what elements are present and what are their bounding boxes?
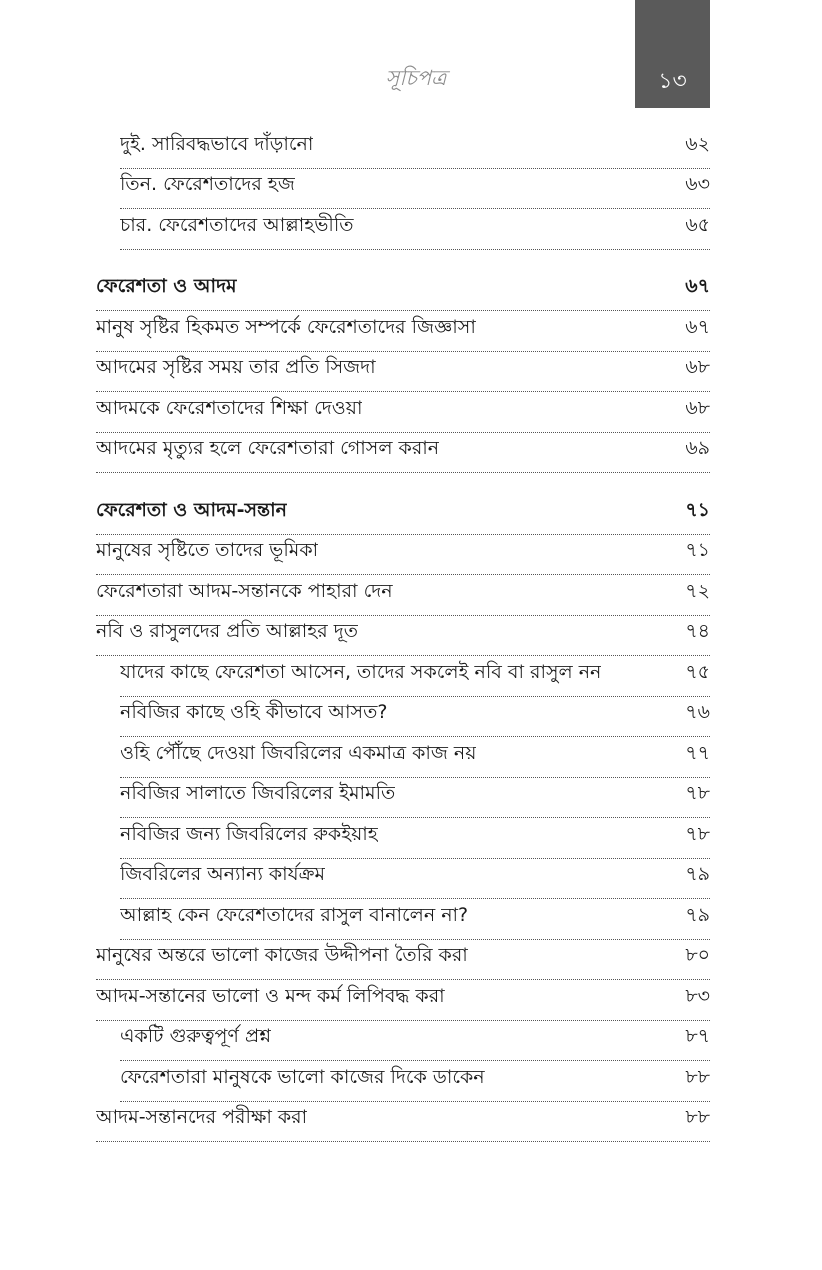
toc-entry-title: আল্লাহ কেন ফেরেশতাদের রাসুল বানালেন না?: [120, 903, 469, 926]
toc-entry: [96, 352, 710, 393]
toc-section-heading: [96, 271, 710, 312]
toc-entry-page: ৬৭: [685, 315, 710, 338]
toc-entry: [120, 737, 710, 778]
toc-entry-page: ৬৫: [685, 213, 710, 236]
toc-entry-page: ৬৮: [685, 356, 710, 378]
toc-entry-page: ৮৭: [685, 1025, 710, 1047]
toc-entry-page: ৭৪: [685, 620, 710, 642]
toc-entry: [120, 899, 710, 940]
table-of-contents: [96, 128, 710, 1142]
toc-entry-title: নবিজির কাছে ওহি কীভাবে আসত?: [120, 701, 388, 723]
toc-entry-page: ৬৩: [685, 173, 710, 195]
toc-entry-title: ফেরেশতারা আদম-সন্তানকে পাহারা দেন: [96, 579, 393, 602]
toc-entry: [120, 818, 710, 859]
toc-section-heading: [96, 494, 710, 535]
toc-entry: [96, 535, 710, 576]
toc-entry: [120, 1061, 710, 1102]
toc-entry-title: জিবরিলের অন্যান্য কার্যক্রম: [120, 863, 326, 885]
page-header-title: সূচিপত্র: [385, 66, 447, 90]
toc-entry: [120, 1021, 710, 1062]
toc-entry-page: ৬২: [685, 132, 710, 155]
toc-entry-title: আদমের মৃত্যুর হলে ফেরেশতারা গোসল করান: [96, 437, 440, 459]
toc-entry-page: ৭১: [685, 539, 710, 561]
toc-entry-title: ফেরেশতা ও আদম: [96, 275, 237, 297]
toc-entry-page: ৬৮: [685, 396, 710, 419]
toc-entry-page: ৭৬: [685, 701, 710, 723]
toc-entry-title: মানুষ সৃষ্টির হিকমত সম্পর্কে ফেরেশতাদের জিজ্ঞাসা: [96, 315, 476, 338]
toc-entry-title: দুই. সারিবদ্ধভাবে দাঁড়ানো: [120, 132, 314, 155]
toc-entry-page: ৭১: [685, 498, 710, 521]
toc-entry: [120, 697, 710, 738]
toc-entry-title: আদম-সন্তানদের পরীক্ষা করা: [96, 1106, 308, 1128]
toc-entry-page: ৬৭: [685, 275, 710, 297]
toc-entry-title: একটি গুরুত্বপূর্ণ প্রশ্ন: [120, 1025, 272, 1047]
toc-entry-title: তিন. ফেরেশতাদের হজ: [120, 173, 295, 195]
toc-entry: [96, 980, 710, 1021]
toc-entry: [120, 128, 710, 169]
page-number: ১৩: [658, 69, 687, 94]
toc-entry-title: ফেরেশতারা মানুষকে ভালো কাজের দিকে ডাকেন: [120, 1065, 485, 1088]
toc-entry: [120, 209, 710, 250]
toc-entry: [96, 392, 710, 433]
toc-entry-title: নবি ও রাসুলদের প্রতি আল্লাহর দূত: [96, 620, 359, 642]
toc-entry-title: নবিজির সালাতে জিবরিলের ইমামতি: [120, 782, 396, 804]
toc-entry: [96, 575, 710, 616]
toc-entry-title: আদম-সন্তানের ভালো ও মন্দ কর্ম লিপিবদ্ধ করা: [96, 984, 445, 1007]
toc-entry-title: মানুষের অন্তরে ভালো কাজের উদ্দীপনা তৈরি করা: [96, 944, 468, 966]
toc-entry: [96, 311, 710, 352]
toc-entry-page: ৮৮: [685, 1106, 710, 1128]
toc-entry-page: ৭৯: [685, 863, 710, 885]
toc-entry-title: মানুষের সৃষ্টিতে তাদের ভূমিকা: [96, 539, 319, 561]
toc-entry-page: ৮৩: [685, 984, 710, 1007]
toc-entry-title: চার. ফেরেশতাদের আল্লাহভীতি: [120, 213, 354, 236]
toc-entry-page: ৭৮: [685, 782, 710, 804]
toc-entry-title: যাদের কাছে ফেরেশতা আসেন, তাদের সকলেই নবি বা রাসুল নন: [120, 660, 602, 683]
toc-entry: [120, 656, 710, 697]
toc-entry-title: নবিজির জন্য জিবরিলের রুকইয়াহ: [120, 822, 378, 845]
toc-entry-page: ৭৫: [685, 660, 710, 683]
toc-entry-page: ৭৮: [685, 822, 710, 845]
toc-entry-title: ফেরেশতা ও আদম-সন্তান: [96, 498, 287, 521]
toc-entry-page: ৭৯: [685, 903, 710, 926]
toc-entry-title: ওহি পৌঁছে দেওয়া জিবরিলের একমাত্র কাজ নয়: [120, 741, 477, 764]
toc-entry: [96, 940, 710, 981]
page-number-tab: [635, 0, 710, 108]
toc-entry: [120, 778, 710, 819]
toc-entry: [96, 433, 710, 474]
toc-entry: [120, 169, 710, 210]
toc-entry: [96, 1102, 710, 1143]
toc-entry-page: ৮৮: [685, 1065, 710, 1088]
toc-entry: [120, 859, 710, 900]
toc-entry-title: আদমকে ফেরেশতাদের শিক্ষা দেওয়া: [96, 396, 363, 419]
toc-entry-title: আদমের সৃষ্টির সময় তার প্রতি সিজদা: [96, 356, 376, 378]
toc-entry-page: ৭২: [685, 579, 710, 602]
toc-entry: [96, 616, 710, 657]
toc-entry-page: ৭৭: [685, 741, 710, 764]
toc-entry-page: ৬৯: [685, 437, 710, 459]
toc-entry-page: ৮০: [685, 944, 710, 966]
